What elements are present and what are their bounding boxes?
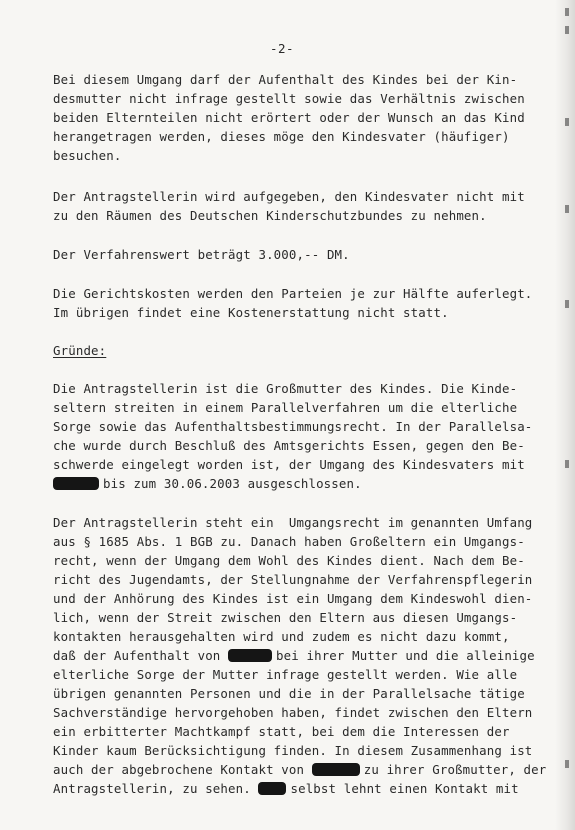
text-line: Der Verfahrenswert beträgt 3.000,-- DM. bbox=[53, 247, 350, 262]
scan-mark bbox=[565, 26, 569, 34]
paragraph-6 bbox=[53, 513, 547, 798]
text-fragment: selbst lehnt einen Kontakt mit bbox=[290, 781, 519, 796]
text-line: aus § 1685 Abs. 1 BGB zu. Danach haben Großeltern ein Umgangs- bbox=[53, 534, 525, 549]
text-fragment: bis zum 30.06.2003 ausgeschlossen. bbox=[103, 476, 362, 491]
scan-mark bbox=[565, 205, 569, 213]
text-line: Sorge sowie das Aufenthaltsbestimmungsrecht. In der Parallelsa- bbox=[53, 419, 533, 434]
text-line: Sachverständige hervorgehoben haben, findet zwischen den Eltern bbox=[53, 705, 533, 720]
text-line bbox=[53, 646, 535, 665]
scan-mark bbox=[565, 118, 569, 126]
text-line: elterliche Sorge der Mutter infrage gestellt werden. Wie alle bbox=[53, 667, 518, 682]
scan-mark bbox=[565, 460, 569, 468]
text-line bbox=[53, 779, 523, 798]
text-line: lich, wenn der Streit zwischen den Eltern aus diesen Umgangs- bbox=[53, 610, 518, 625]
text-line bbox=[53, 760, 547, 779]
redaction-block bbox=[312, 763, 360, 776]
text-line: Die Gerichtskosten werden den Parteien je zur Hälfte auferlegt. bbox=[53, 286, 533, 301]
text-line: Im übrigen findet eine Kostenerstattung nicht statt. bbox=[53, 305, 449, 320]
text-line bbox=[53, 474, 523, 493]
paragraph-3 bbox=[53, 245, 523, 264]
text-line: Der Antragstellerin wird aufgegeben, den Kindesvater nicht mit bbox=[53, 189, 525, 204]
text-line: che wurde durch Beschluß des Amtsgerichts Essen, gegen den Be- bbox=[53, 438, 525, 453]
redaction-block bbox=[258, 782, 286, 795]
text-line: zu den Räumen des Deutschen Kinderschutzbundes zu nehmen. bbox=[53, 208, 487, 223]
paragraph-1 bbox=[53, 70, 523, 165]
redaction-block bbox=[228, 649, 272, 662]
text-line: schwerde eingelegt worden ist, der Umgang des Kindesvaters mit bbox=[53, 457, 525, 472]
section-heading-gruende: Gründe: bbox=[53, 343, 107, 358]
text-fragment: zu ihrer Großmutter, der bbox=[363, 762, 547, 777]
text-line: beiden Elternteilen nicht erörtert oder der Wunsch an das Kind bbox=[53, 110, 525, 125]
document-body bbox=[53, 70, 547, 798]
text-fragment: bei ihrer Mutter und die alleinige bbox=[276, 648, 535, 663]
text-line: recht, wenn der Umgang dem Wohl des Kindes dient. Nach dem Be- bbox=[53, 553, 525, 568]
scan-mark bbox=[565, 300, 569, 308]
text-line: besuchen. bbox=[53, 148, 122, 163]
paragraph-4 bbox=[53, 284, 533, 322]
redaction-block bbox=[53, 477, 99, 490]
page-number: -2- bbox=[270, 41, 295, 56]
text-fragment: daß der Aufenthalt von bbox=[53, 648, 229, 663]
paragraph-2 bbox=[53, 187, 523, 225]
text-line: Die Antragstellerin ist die Großmutter des Kindes. Die Kinde- bbox=[53, 381, 518, 396]
text-line: ein erbitterter Machtkampf statt, bei dem die Interessen der bbox=[53, 724, 510, 739]
page-edge-shadow bbox=[555, 0, 575, 830]
text-line: desmutter nicht infrage gestellt sowie das Verhältnis zwischen bbox=[53, 91, 525, 106]
text-line: seltern streiten in einem Parallelverfahren um die elterliche bbox=[53, 400, 518, 415]
text-line: Bei diesem Umgang darf der Aufenthalt des Kindes bei der Kin- bbox=[53, 72, 518, 87]
text-line: und der Anhörung des Kindes ist ein Umgang dem Kindeswohl dien- bbox=[53, 591, 533, 606]
scan-mark bbox=[565, 8, 569, 16]
text-line: Der Antragstellerin steht ein Umgangsrecht im genannten Umfang bbox=[53, 515, 533, 530]
text-line: richt des Jugendamts, der Stellungnahme der Verfahrenspflegerin bbox=[53, 572, 533, 587]
text-line: herangetragen werden, dieses möge den Kindesvater (häufiger) bbox=[53, 129, 510, 144]
text-fragment: Antragstellerin, zu sehen. bbox=[53, 781, 259, 796]
paragraph-5 bbox=[53, 379, 533, 493]
text-line: Kinder kaum Berücksichtigung finden. In diesem Zusammenhang ist bbox=[53, 743, 533, 758]
text-line: kontakten herausgehalten wird und zudem es nicht dazu kommt, bbox=[53, 629, 510, 644]
text-fragment: auch der abgebrochene Kontakt von bbox=[53, 762, 312, 777]
scan-mark bbox=[565, 760, 569, 768]
text-line: übrigen genannten Personen und die in der Parallelsache tätige bbox=[53, 686, 525, 701]
